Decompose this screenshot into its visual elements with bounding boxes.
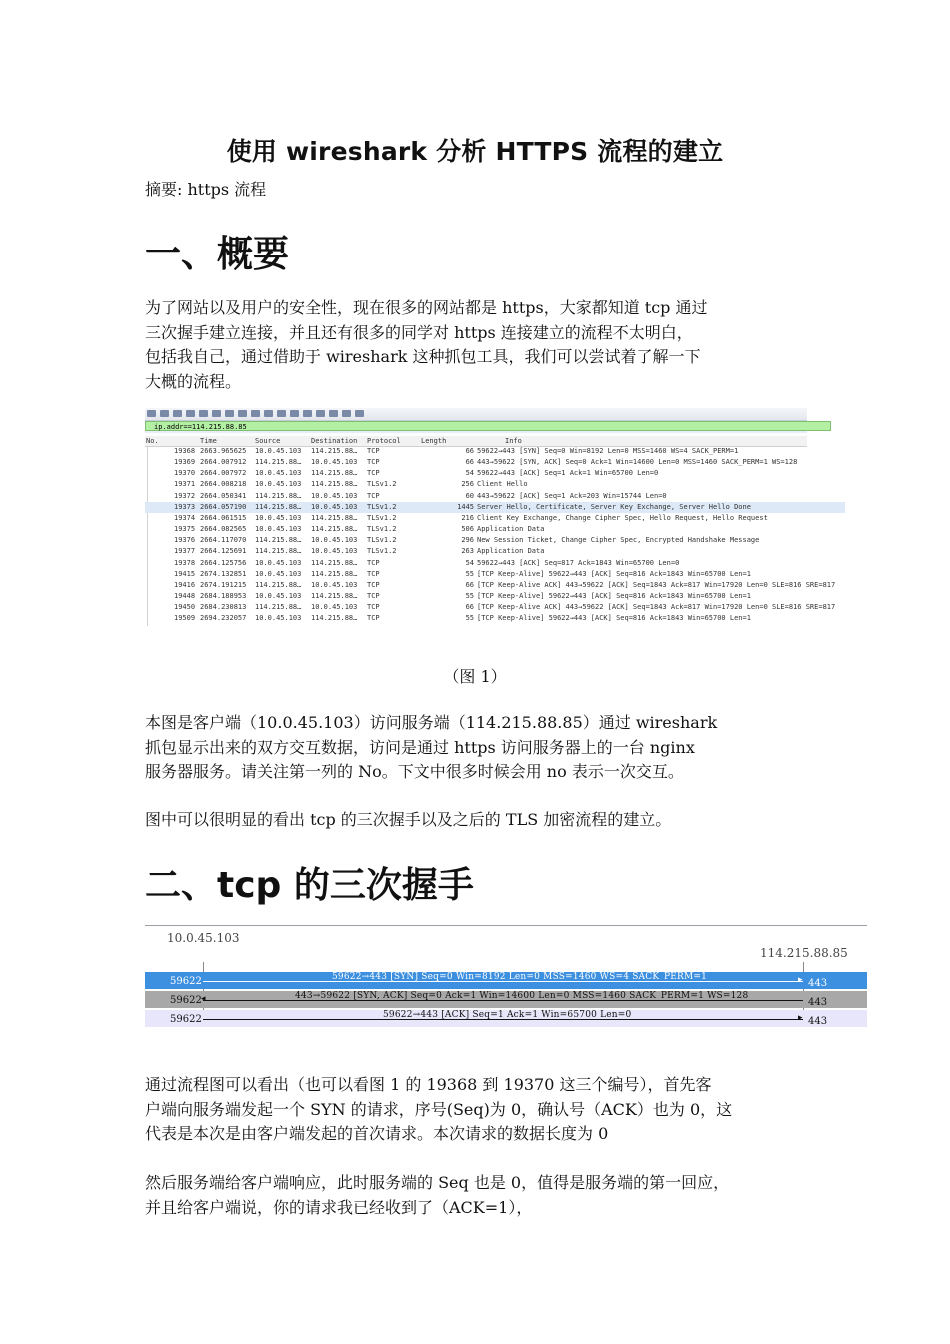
packet-protocol: TCP — [367, 580, 380, 589]
toolbar-icon — [160, 410, 169, 417]
packet-no: 19378 — [174, 558, 196, 567]
packet-info: 59622→443 [ACK] Seq=817 Ack=1843 Win=65700 Len=0 — [477, 558, 680, 567]
wireshark-toolbar — [145, 408, 807, 421]
packet-time: 2664.117070 — [200, 536, 247, 545]
packet-info: Client Key Exchange, Change Cipher Spec, Hello Request, Hello Request — [477, 513, 768, 522]
flow-port-client: 59622 — [170, 1014, 202, 1025]
display-filter-bar — [145, 421, 807, 433]
description-line: 抓包显示出来的双方交互数据，访问是通过 https 访问服务器上的一台 nginx — [145, 737, 695, 757]
packet-destination: 10.0.45.103 — [311, 580, 358, 589]
packet-no: 19375 — [174, 525, 196, 534]
packet-info: Application Data — [477, 547, 545, 556]
figure-caption: （图 1） — [443, 667, 507, 686]
packet-row[interactable] — [145, 535, 845, 546]
column-header-protocol[interactable]: Protocol — [367, 437, 401, 445]
packet-info: Server Hello, Certificate, Server Key Exchange, Server Hello Done — [477, 502, 751, 511]
packet-info: New Session Ticket, Change Cipher Spec, Encrypted Handshake Message — [477, 536, 760, 545]
handshake-paragraph-1 — [145, 1073, 835, 1147]
packet-row[interactable] — [145, 591, 845, 602]
arrow-right-icon: ▸ — [798, 1013, 803, 1023]
flow-row[interactable] — [145, 972, 867, 989]
arrow-right-icon: ▸ — [798, 975, 803, 985]
description-line: 本图是客户端（10.0.45.103）访问服务端（114.215.88.85）通过 wireshark — [145, 713, 718, 732]
intro-paragraph — [145, 296, 835, 394]
packet-destination: 114.215.88… — [311, 569, 358, 578]
packet-protocol: TLSv1.2 — [367, 536, 397, 545]
packet-protocol: TLSv1.2 — [367, 525, 397, 534]
packet-destination: 114.215.88… — [311, 480, 358, 489]
arrow-left-icon: ◂ — [201, 994, 206, 1004]
packet-protocol: TCP — [367, 569, 380, 578]
packet-protocol: TCP — [367, 614, 380, 623]
packet-no: 19509 — [174, 614, 196, 623]
paragraph-line: 并且给客户端说，你的请求我已经收到了（ACK=1）， — [145, 1197, 533, 1217]
column-header-length[interactable]: Length — [421, 437, 447, 445]
packet-length: 263 — [461, 547, 474, 556]
packet-row[interactable] — [145, 446, 845, 457]
paragraph-line: 通过流程图可以看出（也可以看图 1 的 19368 到 19370 这三个编号），首先客 — [145, 1075, 712, 1094]
handshake-paragraph-2 — [145, 1171, 835, 1220]
packet-length: 55 — [465, 591, 474, 600]
packet-length: 66 — [465, 447, 474, 455]
packet-info: 59622→443 [SYN] Seq=0 Win=8192 Len=0 MSS=1460 WS=4 SACK_PERM=1 — [477, 447, 739, 455]
flow-port-server: 443 — [808, 997, 828, 1008]
flow-label: 443→59622 [SYN, ACK] Seq=0 Ack=1 Win=14600 Len=0 MSS=1460 SACK_PERM=1 WS=128 — [295, 991, 749, 1001]
packet-time: 2674.191215 — [200, 580, 247, 589]
toolbar-icon — [186, 410, 195, 417]
packet-no: 19372 — [174, 491, 196, 500]
packet-source: 10.0.45.103 — [255, 569, 302, 578]
wireshark-screenshot — [145, 408, 836, 626]
packet-source: 10.0.45.103 — [255, 469, 302, 478]
packet-no: 19371 — [174, 480, 196, 489]
packet-time: 2684.188953 — [200, 591, 247, 600]
packet-protocol: TLSv1.2 — [367, 502, 397, 511]
packet-length: 296 — [461, 536, 474, 545]
packet-destination: 10.0.45.103 — [311, 547, 358, 556]
packet-protocol: TLSv1.2 — [367, 480, 397, 489]
packet-row[interactable] — [145, 569, 845, 580]
packet-info: Application Data — [477, 525, 545, 534]
toolbar-icon — [316, 410, 325, 417]
toolbar-icon — [329, 410, 338, 417]
flow-port-client: 59622 — [170, 976, 202, 987]
packet-destination: 114.215.88… — [311, 614, 358, 623]
flow-label: 59622→443 [SYN] Seq=0 Win=8192 Len=0 MSS=1460 WS=4 SACK_PERM=1 — [332, 972, 708, 982]
toolbar-icon — [147, 410, 156, 417]
packet-destination: 10.0.45.103 — [311, 458, 358, 467]
abstract: 摘要: https 流程 — [145, 180, 267, 199]
packet-time: 2664.007972 — [200, 469, 247, 478]
packet-row[interactable] — [145, 457, 845, 468]
packet-time: 2664.050341 — [200, 491, 247, 500]
packet-length: 216 — [461, 513, 474, 522]
toolbar-icon — [251, 410, 260, 417]
toolbar-icon — [290, 410, 299, 417]
paragraph-line: 然后服务端给客户端响应，此时服务端的 Seq 也是 0，值得是服务端的第一回应， — [145, 1173, 730, 1192]
paragraph-line: 代表是本次是由客户端发起的首次请求。本次请求的数据长度为 0 — [145, 1124, 609, 1143]
packet-time: 2664.008218 — [200, 480, 247, 489]
packet-info: 443→59622 [SYN, ACK] Seq=0 Ack=1 Win=14600 Len=0 MSS=1460 SACK_PERM=1 WS=128 — [477, 458, 798, 467]
packet-source: 10.0.45.103 — [255, 525, 302, 534]
packet-row[interactable] — [145, 513, 845, 524]
packet-row[interactable] — [145, 558, 845, 569]
packet-no: 19373 — [174, 502, 196, 511]
toolbar-icon — [212, 410, 221, 417]
packet-destination: 10.0.45.103 — [311, 603, 358, 612]
packet-time: 2694.232057 — [200, 614, 247, 623]
packet-protocol: TCP — [367, 469, 380, 478]
packet-protocol: TLSv1.2 — [367, 513, 397, 522]
packet-destination: 114.215.88… — [311, 469, 358, 478]
flow-port-server: 443 — [808, 978, 828, 989]
packet-length: 1445 — [457, 502, 474, 511]
packet-source: 114.215.88… — [255, 580, 302, 589]
packet-length: 506 — [461, 525, 474, 534]
packet-protocol: TCP — [367, 591, 380, 600]
packet-destination: 10.0.45.103 — [311, 502, 358, 511]
packet-row[interactable] — [145, 546, 845, 557]
column-header-time[interactable]: Time — [200, 437, 217, 445]
description-line: 服务器服务。请关注第一列的 No。下文中很多时候会用 no 表示一次交互。 — [145, 762, 684, 781]
toolbar-icon — [264, 410, 273, 417]
packet-time: 2664.125756 — [200, 558, 247, 567]
toolbar-icon — [225, 410, 234, 417]
packet-no: 19370 — [174, 469, 196, 478]
packet-info: [TCP Keep-Alive ACK] 443→59622 [ACK] Seq=1843 Ack=817 Win=17920 Len=0 SLE=816 SRE=817 — [477, 603, 836, 612]
packet-time: 2664.057190 — [200, 502, 247, 511]
flow-port-client: 59622 — [170, 995, 202, 1006]
packet-length: 60 — [465, 491, 474, 500]
packet-no: 19450 — [174, 603, 196, 612]
flow-row[interactable] — [145, 1010, 867, 1027]
packet-row[interactable] — [145, 613, 845, 624]
toolbar-icon — [199, 410, 208, 417]
intro-line: 为了网站以及用户的安全性，现在很多的网站都是 https，大家都知道 tcp 通过 — [145, 298, 708, 317]
intro-line: 大概的流程。 — [145, 371, 242, 391]
packet-time: 2664.007912 — [200, 458, 247, 467]
packet-no: 19377 — [174, 547, 196, 556]
document-title: 使用 wireshark 分析 HTTPS 流程的建立 — [226, 137, 724, 166]
packet-source: 114.215.88… — [255, 603, 302, 612]
packet-length: 55 — [465, 569, 474, 578]
toolbar-icon — [342, 410, 351, 417]
packet-info: Client Hello — [477, 480, 528, 489]
intro-line: 三次握手建立连接，并且还有很多的同学对 https 连接建立的流程不太明白， — [145, 322, 693, 342]
flow-port-server: 443 — [808, 1016, 828, 1027]
toolbar-icon — [238, 410, 247, 417]
packet-destination: 114.215.88… — [311, 447, 358, 455]
column-header-source[interactable]: Source — [255, 437, 281, 445]
toolbar-icon — [355, 410, 364, 417]
tls-note: 图中可以很明显的看出 tcp 的三次握手以及之后的 TLS 加密流程的建立。 — [145, 810, 672, 829]
packet-info: [TCP Keep-Alive] 59622→443 [ACK] Seq=816 Ack=1843 Win=65700 Len=1 — [477, 614, 751, 623]
packet-time: 2664.082565 — [200, 525, 247, 534]
packet-source: 114.215.88… — [255, 547, 302, 556]
packet-row[interactable] — [145, 491, 845, 502]
packet-time: 2663.965625 — [200, 447, 247, 455]
packet-protocol: TCP — [367, 603, 380, 612]
packet-length: 256 — [461, 480, 474, 489]
packet-row[interactable] — [145, 524, 845, 535]
flow-graph-divider — [145, 925, 867, 926]
packet-info: [TCP Keep-Alive ACK] 443→59622 [ACK] Seq=1843 Ack=817 Win=17920 Len=0 SLE=816 SRE=817 — [477, 580, 836, 589]
packet-source: 114.215.88… — [255, 502, 302, 511]
packet-destination: 10.0.45.103 — [311, 536, 358, 545]
packet-time: 2664.125691 — [200, 547, 247, 556]
packet-protocol: TCP — [367, 558, 380, 567]
section-heading-handshake: 二、tcp 的三次握手 — [145, 865, 474, 906]
figure-description — [145, 711, 835, 785]
packet-row[interactable] — [145, 580, 845, 591]
packet-destination: 114.215.88… — [311, 558, 358, 567]
packet-length: 66 — [465, 458, 474, 467]
column-header-no[interactable]: No. — [146, 437, 159, 445]
packet-info: [TCP Keep-Alive] 59622→443 [ACK] Seq=816 Ack=1843 Win=65700 Len=1 — [477, 569, 751, 578]
packet-source: 10.0.45.103 — [255, 447, 302, 455]
packet-source: 10.0.45.103 — [255, 480, 302, 489]
packet-protocol: TCP — [367, 491, 380, 500]
packet-no: 19368 — [174, 447, 196, 455]
packet-length: 66 — [465, 603, 474, 612]
packet-no: 19369 — [174, 458, 196, 467]
packet-destination: 114.215.88… — [311, 513, 358, 522]
toolbar-icon — [173, 410, 182, 417]
packet-length: 54 — [465, 558, 474, 567]
packet-protocol: TLSv1.2 — [367, 547, 397, 556]
packet-row[interactable] — [145, 502, 845, 513]
packet-length: 66 — [465, 580, 474, 589]
packet-row[interactable] — [145, 602, 845, 613]
paragraph-line: 户端向服务端发起一个 SYN 的请求，序号(Seq)为 0，确认号（ACK）也为 0，这 — [145, 1099, 733, 1119]
display-filter-input[interactable]: ip.addr==114.215.88.85 — [145, 421, 831, 431]
packet-protocol: TCP — [367, 458, 380, 467]
flow-host-server: 114.215.88.85 — [760, 946, 848, 960]
column-header-info[interactable]: Info — [505, 437, 522, 445]
toolbar-icon — [277, 410, 286, 417]
flow-graph — [145, 925, 867, 1027]
packet-source: 114.215.88… — [255, 458, 302, 467]
packet-time: 2684.230813 — [200, 603, 247, 612]
packet-source: 10.0.45.103 — [255, 614, 302, 623]
packet-no: 19376 — [174, 536, 196, 545]
packet-row[interactable] — [145, 479, 845, 490]
packet-no: 19374 — [174, 513, 196, 522]
packet-no: 19415 — [174, 569, 196, 578]
packet-info: [TCP Keep-Alive] 59622→443 [ACK] Seq=816 Ack=1843 Win=65700 Len=1 — [477, 591, 751, 600]
packet-source: 114.215.88… — [255, 536, 302, 545]
packet-destination: 114.215.88… — [311, 525, 358, 534]
section-heading-overview: 一、概要 — [145, 234, 290, 275]
packet-source: 10.0.45.103 — [255, 558, 302, 567]
packet-length: 54 — [465, 469, 474, 478]
flow-label: 59622→443 [ACK] Seq=1 Ack=1 Win=65700 Len=0 — [383, 1010, 632, 1020]
packet-protocol: TCP — [367, 447, 380, 455]
packet-source: 114.215.88… — [255, 491, 302, 500]
packet-source: 10.0.45.103 — [255, 591, 302, 600]
packet-no: 19448 — [174, 591, 196, 600]
packet-length: 55 — [465, 614, 474, 623]
packet-source: 10.0.45.103 — [255, 513, 302, 522]
packet-destination: 10.0.45.103 — [311, 491, 358, 500]
packet-no: 19416 — [174, 580, 196, 589]
packet-row[interactable] — [145, 468, 845, 479]
toolbar-icon — [303, 410, 312, 417]
column-header-destination[interactable]: Destination — [311, 437, 358, 445]
flow-host-client: 10.0.45.103 — [167, 931, 240, 945]
packet-destination: 114.215.88… — [311, 591, 358, 600]
packet-time: 2664.061515 — [200, 513, 247, 522]
packet-time: 2674.132851 — [200, 569, 247, 578]
packet-info: 59622→443 [ACK] Seq=1 Ack=1 Win=65700 Len=0 — [477, 469, 659, 478]
packet-info: 443→59622 [ACK] Seq=1 Ack=203 Win=15744 Len=0 — [477, 491, 667, 500]
intro-line: 包括我自己，通过借助于 wireshark 这种抓包工具，我们可以尝试着了解一下 — [145, 347, 701, 366]
flow-row[interactable] — [145, 991, 867, 1008]
